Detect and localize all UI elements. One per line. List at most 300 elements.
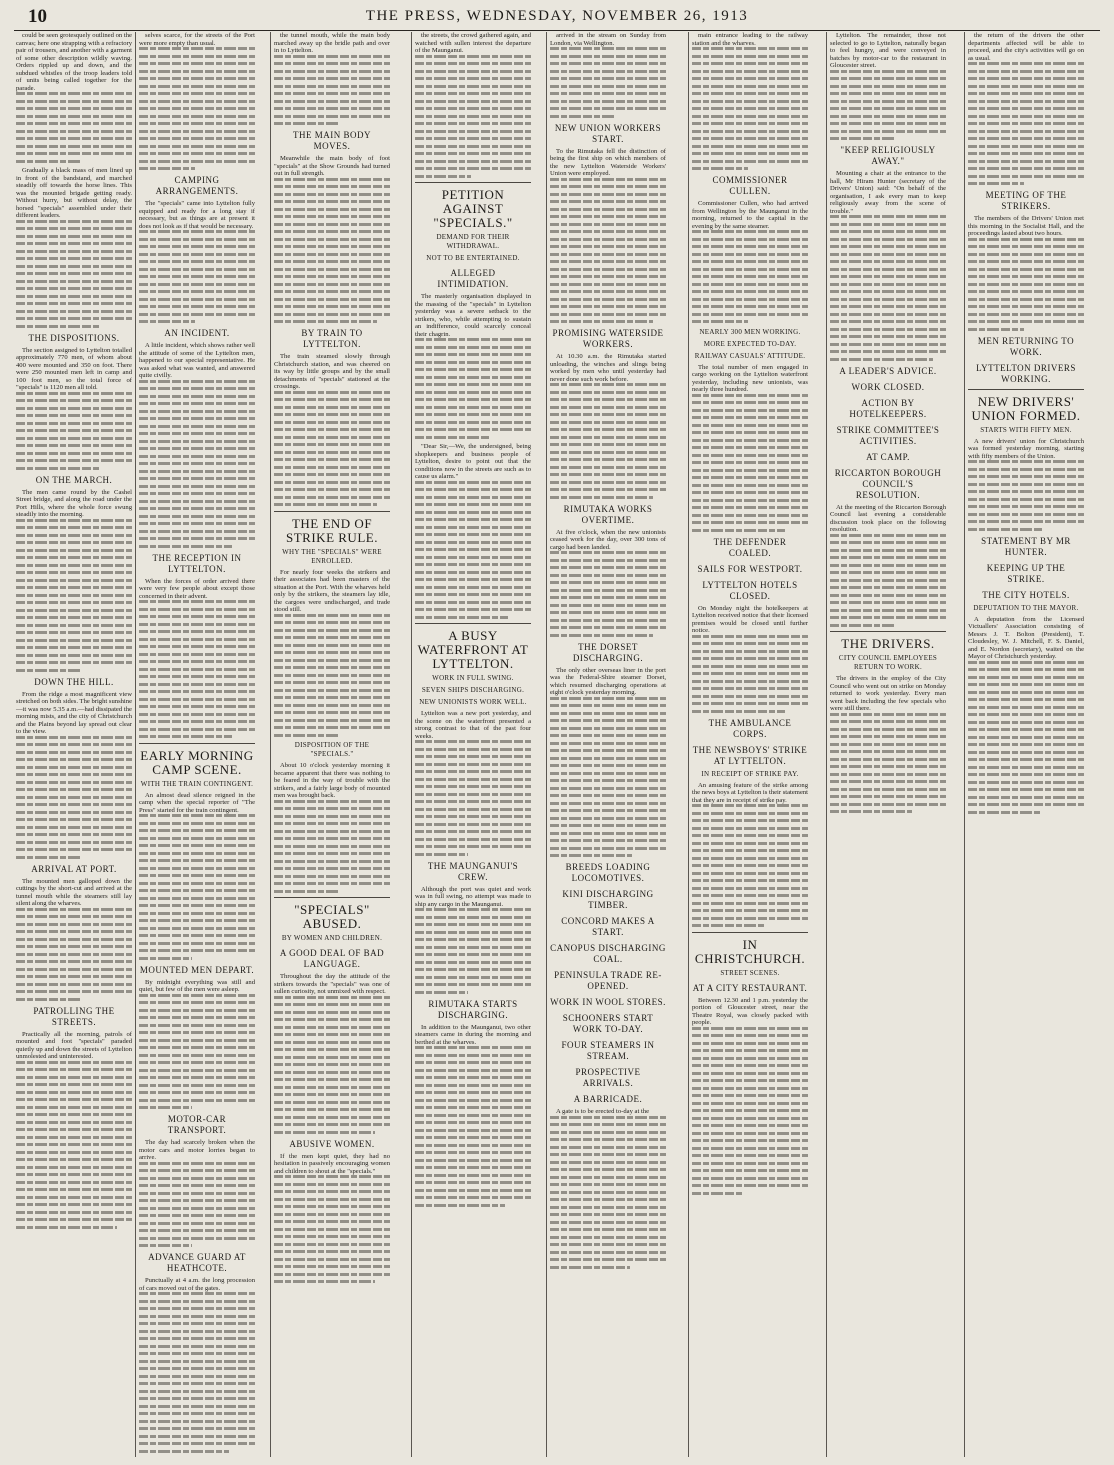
text-line <box>692 424 808 427</box>
subheading: RAILWAY CASUALS' ATTITUDE. <box>694 351 806 360</box>
text-line <box>16 265 132 268</box>
section-heading: RIMUTAKA STARTS DISCHARGING. <box>428 998 518 1020</box>
text-line <box>415 167 531 170</box>
text-line <box>16 1076 132 1079</box>
column-rule <box>270 32 271 1457</box>
text-line <box>415 421 531 424</box>
body-text-texture <box>968 661 1084 814</box>
text-line <box>139 1315 255 1318</box>
text-line <box>139 1330 255 1333</box>
section-heading: LYTTELTON DRIVERS WORKING. <box>976 362 1076 384</box>
text-line <box>692 137 808 140</box>
text-line <box>16 325 101 328</box>
text-line <box>830 803 946 806</box>
article-paragraph: arrived in the stream on Sunday from London, via Wellington. <box>550 32 666 47</box>
text-line <box>139 1390 255 1393</box>
text-line <box>139 904 255 907</box>
text-line <box>692 514 808 517</box>
text-line <box>139 1039 255 1042</box>
text-line <box>692 47 808 50</box>
text-line <box>415 778 531 781</box>
text-line <box>139 867 255 870</box>
text-line <box>550 719 666 722</box>
text-line <box>550 215 666 218</box>
text-line <box>692 431 808 434</box>
text-line <box>139 814 255 817</box>
text-line <box>968 520 1084 523</box>
text-line <box>830 122 946 125</box>
text-line <box>550 749 666 752</box>
text-line <box>274 122 340 125</box>
text-line <box>830 720 946 723</box>
text-line <box>550 551 666 554</box>
text-line <box>550 466 666 469</box>
text-line <box>415 376 531 379</box>
text-line <box>830 713 946 716</box>
text-line <box>692 439 808 442</box>
text-line <box>968 182 1024 185</box>
text-line <box>692 657 808 660</box>
text-line <box>139 470 255 473</box>
text-line <box>16 452 132 455</box>
text-line <box>415 916 531 919</box>
text-line <box>692 491 808 494</box>
text-line <box>692 1087 808 1090</box>
text-line <box>139 507 255 510</box>
text-line <box>692 62 808 65</box>
body-text-texture <box>139 1162 255 1248</box>
text-line <box>16 661 132 664</box>
text-line <box>830 238 946 241</box>
body-text-texture <box>16 220 132 328</box>
text-line <box>830 594 946 597</box>
text-line <box>16 758 132 761</box>
text-line <box>415 845 531 848</box>
text-line <box>415 838 531 841</box>
article-paragraph: A deputation from the Licensed Victuallers' Association consisting of Messrs J. T. Bolton (President), T. Cloudesley, W. J. Mitchell, F. S. Daniel, and E. Nordon (secretary), waited on the Mayor of Christchurch yesterday. <box>968 615 1084 660</box>
text-line <box>16 826 132 829</box>
text-line <box>415 55 531 58</box>
body-text-texture <box>415 481 531 619</box>
text-line <box>550 238 666 241</box>
text-line <box>415 1174 531 1177</box>
text-line <box>968 260 1084 263</box>
text-line <box>692 650 808 653</box>
text-line <box>274 1011 390 1014</box>
text-line <box>139 1091 255 1094</box>
text-line <box>550 596 666 599</box>
text-line <box>139 122 255 125</box>
text-line <box>139 844 255 847</box>
text-line <box>968 743 1084 746</box>
text-line <box>415 518 531 521</box>
text-line <box>830 283 946 286</box>
text-line <box>415 152 531 155</box>
text-line <box>274 1108 390 1111</box>
text-line <box>550 1236 666 1239</box>
text-line <box>274 1228 390 1231</box>
text-line <box>550 1183 666 1186</box>
text-line <box>16 1098 132 1101</box>
text-line <box>692 702 808 705</box>
text-line <box>968 468 1084 471</box>
body-text-texture <box>274 55 390 126</box>
body-text-texture <box>692 47 808 170</box>
text-line <box>550 1116 666 1119</box>
text-line <box>830 728 946 731</box>
section-heading: PROMISING WATERSIDE WORKERS. <box>552 328 664 349</box>
text-line <box>692 1102 808 1105</box>
text-line <box>139 107 255 110</box>
text-line <box>16 556 132 559</box>
text-line <box>550 85 666 88</box>
text-line <box>550 734 666 737</box>
text-line <box>968 490 1084 493</box>
text-line <box>139 137 255 140</box>
text-line <box>692 1192 743 1195</box>
text-line <box>692 55 808 58</box>
text-line <box>968 811 1040 814</box>
text-line <box>550 1206 666 1209</box>
text-line <box>968 683 1084 686</box>
section-heading: STRIKE COMMITTEE'S ACTIVITIES. <box>836 424 940 446</box>
text-line <box>274 245 390 248</box>
body-text-texture <box>16 1061 132 1229</box>
text-line <box>415 92 531 95</box>
text-line <box>830 571 946 574</box>
text-line <box>550 697 666 700</box>
text-line <box>415 601 531 604</box>
column-rule <box>546 32 547 1457</box>
text-line <box>16 915 132 918</box>
text-line <box>139 425 255 428</box>
text-line <box>139 1001 255 1004</box>
text-line <box>968 328 1024 331</box>
text-line <box>274 1250 390 1253</box>
text-line <box>692 130 808 133</box>
text-line <box>550 817 666 820</box>
body-text-texture <box>16 519 132 672</box>
text-line <box>692 1117 808 1120</box>
text-line <box>415 481 531 484</box>
text-line <box>415 830 531 833</box>
section-heading: THE MAIN BODY MOVES. <box>293 130 371 151</box>
text-line <box>692 710 785 713</box>
text-line <box>692 672 808 675</box>
text-line <box>16 953 132 956</box>
text-line <box>550 824 666 827</box>
section-heading: SAILS FOR WESTPORT. <box>697 563 803 574</box>
headline: PETITION AGAINST "SPECIALS." <box>433 187 513 230</box>
text-line <box>139 1382 255 1385</box>
text-line <box>968 115 1084 118</box>
text-line <box>550 1123 666 1126</box>
text-line <box>274 503 377 506</box>
text-line <box>415 145 531 148</box>
body-text-texture <box>139 600 255 738</box>
text-line <box>968 122 1084 125</box>
body-text-texture <box>139 1292 255 1453</box>
text-line <box>415 770 531 773</box>
text-line <box>550 574 666 577</box>
text-line <box>274 313 390 316</box>
text-line <box>139 1435 255 1438</box>
text-line <box>550 185 666 188</box>
text-line <box>415 541 531 544</box>
text-line <box>692 1064 808 1067</box>
article-paragraph: If the men kept quiet, they had no hesitation in passively encouraging women and children to shout at the "specials." <box>274 1152 390 1175</box>
text-line <box>692 313 808 316</box>
text-line <box>139 957 192 960</box>
article-paragraph: Mounting a chair at the entrance to the hall, Mr Hiram Hunter (secretary of the Drivers' Union) said: "On behalf of the organisation, I ask every man to keep religiously away from the scene of trouble." <box>830 170 946 215</box>
text-line <box>692 145 808 148</box>
text-line <box>16 751 132 754</box>
text-line <box>830 115 946 118</box>
text-line <box>139 152 255 155</box>
text-line <box>415 1106 531 1109</box>
text-line <box>139 298 255 301</box>
text-line <box>692 827 808 830</box>
text-line <box>274 636 390 639</box>
text-line <box>692 152 808 155</box>
text-line <box>274 260 390 263</box>
text-line <box>16 788 132 791</box>
section-heading: BY TRAIN TO LYTTELTON. <box>301 328 363 349</box>
text-line <box>139 1177 255 1180</box>
text-line <box>415 755 531 758</box>
text-line <box>415 175 471 178</box>
text-line <box>968 528 1042 531</box>
text-line <box>139 492 255 495</box>
section-heading: KEEPING UP THE STRIKE. <box>986 562 1066 584</box>
text-line <box>16 990 132 993</box>
body-text-texture <box>692 394 808 532</box>
text-line <box>16 773 132 776</box>
body-text-texture <box>550 383 666 499</box>
article-paragraph: could be seen grotesquely outlined on the canvas; here one strapping with a refractory pair of trousers, and another with a garment of some other description wildly waving. Orders rippled up and down, and the subdued whistles of the troop leaders told of units being called together for the parade. <box>16 32 132 92</box>
text-line <box>968 107 1084 110</box>
text-line <box>550 55 666 58</box>
text-line <box>968 758 1084 761</box>
text-line <box>274 1243 390 1246</box>
text-line <box>830 85 946 88</box>
section-heading: A LEADER'S ADVICE. <box>839 365 937 376</box>
text-line <box>550 712 666 715</box>
text-line <box>139 230 255 233</box>
text-line <box>415 556 531 559</box>
headline-rule <box>692 932 808 933</box>
text-line <box>692 1027 808 1030</box>
body-text-texture <box>415 1046 531 1207</box>
text-line <box>968 736 1084 739</box>
text-line <box>16 571 132 574</box>
text-line <box>274 704 390 707</box>
article-paragraph: "Dear Sir,—We, the undersigned, being shopkeepers and business people of Lyttelton, desire to point out that the conditions now in the streets are such as to cause us alarm." <box>415 443 531 480</box>
article-paragraph: When the forces of order arrived there were very few people about except those concerned in their advent. <box>139 577 255 600</box>
text-line <box>16 250 132 253</box>
text-line <box>550 794 666 797</box>
text-line <box>415 160 531 163</box>
text-line <box>274 875 390 878</box>
text-line <box>415 107 531 110</box>
text-line <box>139 515 255 518</box>
text-line <box>415 976 531 979</box>
text-line <box>274 659 390 662</box>
article-paragraph: On Monday night the hotelkeepers at Lyttelton received notice that their licensed premises would be closed until further notice. <box>692 604 808 634</box>
text-line <box>16 848 132 851</box>
text-line <box>139 1360 255 1363</box>
text-line <box>550 230 666 233</box>
body-text-texture <box>16 92 132 163</box>
subheading: CITY COUNCIL EMPLOYEES RETURN TO WORK. <box>838 654 938 671</box>
text-line <box>16 594 132 597</box>
text-line <box>550 253 666 256</box>
text-line <box>968 728 1084 731</box>
text-line <box>692 298 808 301</box>
text-line <box>274 62 390 65</box>
section-heading: WORK CLOSED. <box>851 381 925 392</box>
text-line <box>139 313 255 316</box>
text-line <box>16 975 132 978</box>
text-line <box>550 77 666 80</box>
text-line <box>415 740 531 743</box>
text-line <box>692 887 808 890</box>
article-paragraph: From the ridge a most magnificent view stretched on both sides. The bright sunshine—it was now 5.35 a.m.—had dissipated the morning mists, and the city of Christchurch and the Plains beyond lay spread out clear to the view. <box>16 690 132 735</box>
text-line <box>16 609 132 612</box>
text-line <box>139 638 255 641</box>
text-line <box>968 781 1084 784</box>
text-line <box>550 451 666 454</box>
text-line <box>16 287 132 290</box>
body-text-texture <box>692 635 808 713</box>
body-text-texture <box>830 215 946 361</box>
text-line <box>16 601 132 604</box>
text-line <box>550 839 666 842</box>
text-line <box>830 586 946 589</box>
subheading: NEW UNIONISTS WORK WELL. <box>419 698 527 706</box>
text-line <box>550 1266 630 1269</box>
text-line <box>415 353 531 356</box>
text-line <box>415 1054 531 1057</box>
text-line <box>968 85 1084 88</box>
text-line <box>16 938 132 941</box>
text-line <box>550 764 666 767</box>
text-line <box>550 1131 666 1134</box>
text-line <box>16 930 132 933</box>
text-line <box>692 499 808 502</box>
text-line <box>139 837 255 840</box>
text-line <box>550 1198 666 1201</box>
text-line <box>139 1450 229 1453</box>
article-paragraph: For nearly four weeks the strikers and their associates had been masters of the situation at the Port. With the wharves held only by the strikers, the steamers lay idle, the cargoes were undischarged, and trade stood still. <box>274 568 390 613</box>
text-line <box>968 313 1084 316</box>
text-line <box>274 1003 390 1006</box>
text-line <box>692 1109 808 1112</box>
body-text-texture <box>415 338 531 439</box>
body-text-texture <box>415 740 531 856</box>
article-paragraph: Lyttelton was a new port yesterday, and the scene on the waterfront presented a strong contrast to that of the past four weeks. <box>415 710 531 740</box>
text-line <box>830 320 946 323</box>
text-line <box>274 837 390 840</box>
text-line <box>139 530 255 533</box>
text-line <box>16 122 132 125</box>
text-line <box>550 391 666 394</box>
text-line <box>692 260 808 263</box>
text-line <box>692 416 808 419</box>
text-line <box>274 1280 375 1283</box>
text-line <box>968 505 1084 508</box>
text-line <box>968 268 1084 271</box>
text-line <box>830 810 912 813</box>
text-line <box>830 107 946 110</box>
text-line <box>274 443 390 446</box>
text-line <box>139 167 195 170</box>
text-line <box>550 1243 666 1246</box>
text-line <box>550 488 666 491</box>
text-line <box>830 137 896 140</box>
text-line <box>274 1258 390 1261</box>
text-line <box>968 62 1084 65</box>
text-line <box>415 908 531 911</box>
text-line <box>692 1034 808 1037</box>
text-line <box>274 398 390 401</box>
text-line <box>16 564 132 567</box>
text-line <box>274 1205 390 1208</box>
body-text-texture <box>692 1027 808 1195</box>
text-line <box>550 406 666 409</box>
article-paragraph: Practically all the morning, patrols of mounted and foot "specials" paraded quietly up and down the streets of Lyttelton unmolested and uninterested. <box>16 1030 132 1060</box>
text-line <box>16 422 132 425</box>
text-line <box>550 1161 666 1164</box>
text-line <box>274 1093 390 1096</box>
section-heading: THE AMBULANCE CORPS. <box>708 717 792 739</box>
text-line <box>274 815 390 818</box>
text-line <box>139 728 255 731</box>
text-line <box>139 1375 255 1378</box>
text-line <box>16 1196 132 1199</box>
text-line <box>968 290 1084 293</box>
text-line <box>16 437 132 440</box>
text-line <box>415 823 531 826</box>
article-paragraph: An amusing feature of the strike among the news boys at Lyttelton is their statement that they are in receipt of strike pay. <box>692 781 808 804</box>
text-line <box>550 559 666 562</box>
text-line <box>692 872 808 875</box>
text-line <box>139 1427 255 1430</box>
text-line <box>415 1046 531 1049</box>
headline: A BUSY WATERFRONT AT LYTTELTON. <box>417 628 529 671</box>
text-line <box>830 298 946 301</box>
text-line <box>274 77 390 80</box>
headline: IN CHRISTCHURCH. <box>694 936 806 966</box>
text-line <box>550 62 666 65</box>
text-line <box>415 593 531 596</box>
text-line <box>139 859 255 862</box>
section-heading: THE RECEPTION IN LYTTELTON. <box>152 552 242 574</box>
text-line <box>274 1213 390 1216</box>
text-line <box>16 579 132 582</box>
text-line <box>550 115 616 118</box>
text-line <box>968 460 1084 463</box>
text-line <box>692 167 748 170</box>
text-line <box>274 629 390 632</box>
text-line <box>968 475 1084 478</box>
text-line <box>16 1061 132 1064</box>
text-line <box>274 1235 390 1238</box>
text-line <box>139 653 255 656</box>
text-line <box>968 676 1084 679</box>
masthead <box>14 0 1100 31</box>
text-line <box>274 734 338 737</box>
